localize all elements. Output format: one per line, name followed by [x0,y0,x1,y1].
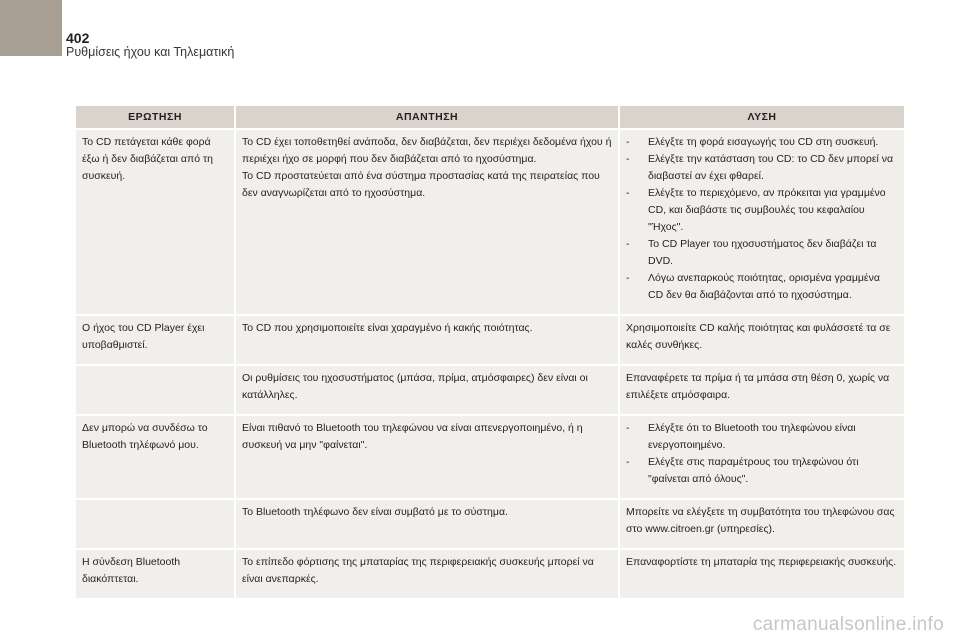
solution-cell: Επαναφέρετε τα πρίμα ή τα μπάσα στη θέση 0, χωρίς να επιλέξετε ατμόσφαιρα. [620,366,904,414]
page-subtitle: Ρυθμίσεις ήχου και Τηλεματική [66,45,235,59]
question-cell-empty [76,500,234,548]
list-item: - Ελέγξτε το περιεχόμενο, αν πρόκειται για γραμμένο CD, και διαβάστε τις συμβουλές του κεφαλαίου "Ήχος". [626,185,898,236]
table-row [76,550,904,598]
answer-cell [236,130,618,314]
question-cell: Δεν μπορώ να συνδέσω το Bluetooth τηλέφωνό μου. [76,416,234,498]
list-item: - Ελέγξτε στις παραμέτρους του τηλεφώνου ότι "φαίνεται από όλους". [626,454,898,488]
list-item: - Ελέγξτε ότι το Bluetooth του τηλεφώνου είναι ενεργοποιημένο. [626,420,898,454]
header-row [76,106,904,128]
watermark-text: carmanualsonline.info [752,614,944,635]
solution-list [626,420,898,488]
solution-cell: Μπορείτε να ελέγξετε τη συμβατότητα του τηλεφώνου σας στο www.citroen.gr (υπηρεσίες). [620,500,904,548]
question-cell: Ο ήχος του CD Player έχει υποβαθμιστεί. [76,316,234,364]
answer-text: Το CD έχει τοποθετηθεί ανάποδα, δεν διαβάζεται, δεν περιέχει δεδομένα ήχου ή περιέχει ήχο σε μορφή που δεν διαβάζεται από το ηχοσύστημα. [242,136,612,165]
answer-cell: Οι ρυθμίσεις του ηχοσυστήματος (μπάσα, πρίμα, ατμόσφαιρες) δεν είναι οι κατάλληλες. [236,366,618,414]
answer-cell: Το επίπεδο φόρτισης της μπαταρίας της περιφερειακής συσκευής μπορεί να είναι ανεπαρκές. [236,550,618,598]
table-row [76,316,904,364]
list-item: - Ελέγξτε την κατάσταση του CD: το CD δεν μπορεί να διαβαστεί αν έχει φθαρεί. [626,151,898,185]
answer-cell: Είναι πιθανό το Bluetooth του τηλεφώνου να είναι απενεργοποιημένο, ή η συσκευή να μην "φαίνεται". [236,416,618,498]
list-item: - Το CD Player του ηχοσυστήματος δεν διαβάζει τα DVD. [626,236,898,270]
answer-text: Το CD προστατεύεται από ένα σύστημα προστασίας κατά της πειρατείας που δεν αναγνωρίζεται από το ηχοσύστημα. [242,170,600,199]
table-row [76,416,904,498]
header-question: ΕΡΩΤΗΣΗ [76,106,234,128]
table-row [76,130,904,314]
page-number: 402 [66,30,90,46]
answer-cell: Το CD που χρησιμοποιείτε είναι χαραγμένο ή κακής ποιότητας. [236,316,618,364]
table-row [76,366,904,414]
corner-tab [0,0,62,56]
question-cell-empty [76,366,234,414]
list-item: - Ελέγξτε τη φορά εισαγωγής του CD στη συσκευή. [626,134,898,151]
list-item: - Λόγω ανεπαρκούς ποιότητας, ορισμένα γραμμένα CD δεν θα διαβάζονται από το ηχοσύστημα. [626,270,898,304]
faq-table [74,104,906,600]
table-row [76,500,904,548]
solution-list [626,134,898,304]
question-cell: Η σύνδεση Bluetooth διακόπτεται. [76,550,234,598]
solution-cell [620,130,904,314]
header-solution: ΛΥΣΗ [620,106,904,128]
solution-cell: Επαναφορτίστε τη μπαταρία της περιφερειακής συσκευής. [620,550,904,598]
solution-cell [620,416,904,498]
header-answer: ΑΠΑΝΤΗΣΗ [236,106,618,128]
question-cell: Το CD πετάγεται κάθε φορά έξω ή δεν διαβάζεται από τη συσκευή. [76,130,234,314]
solution-cell: Χρησιμοποιείτε CD καλής ποιότητας και φυλάσσετέ τα σε καλές συνθήκες. [620,316,904,364]
answer-cell: Το Bluetooth τηλέφωνο δεν είναι συμβατό με το σύστημα. [236,500,618,548]
